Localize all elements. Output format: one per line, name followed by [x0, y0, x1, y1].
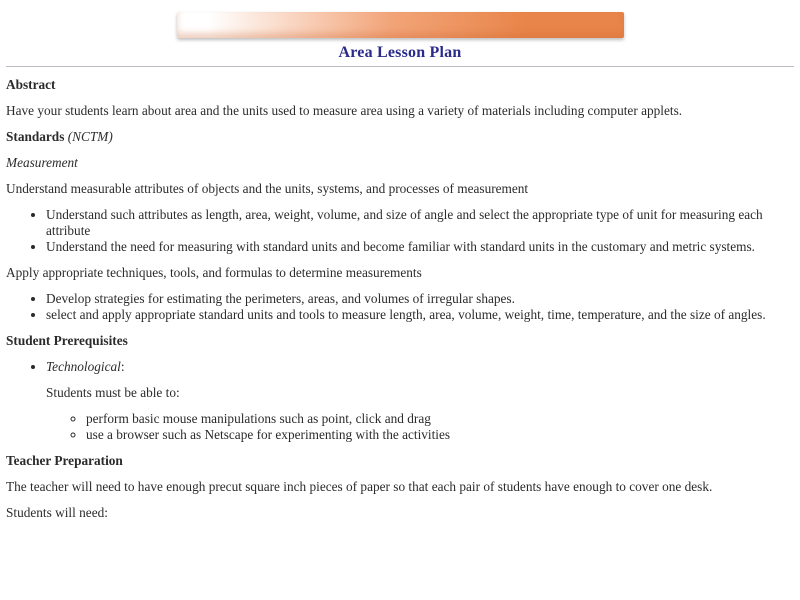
standards-strand: Measurement [6, 155, 78, 170]
lesson-plan-page [6, 12, 794, 521]
standards-goal-1: Understand measurable attributes of objects and the units, systems, and processes of measurement [6, 181, 529, 196]
prerequisites-list [6, 359, 794, 443]
standards-goal-2-list [6, 291, 794, 323]
list-item: • Develop strategies for estimating the perimeters, areas, and volumes of irregular shapes. [46, 291, 794, 307]
list-item: • Understand the need for measuring with standard units and become familiar with standard units in the customary and metric systems. [46, 239, 794, 255]
standards-heading [6, 129, 794, 145]
student-prerequisites-heading: Student Prerequisites [6, 333, 128, 348]
prerequisite-category-label: Technological [46, 359, 121, 374]
page-title: Area Lesson Plan [338, 44, 462, 61]
title-divider [6, 66, 794, 67]
teacher-preparation-heading: Teacher Preparation [6, 453, 123, 468]
list-item [46, 359, 794, 443]
standards-goal-1-list [6, 207, 794, 255]
abstract-heading: Abstract [6, 77, 56, 92]
list-item: • select and apply appropriate standard units and tools to measure length, area, volume, weight, time, temperature, and the size of angles. [46, 307, 794, 323]
teacher-preparation-body: The teacher will need to have enough precut square inch pieces of paper so that each pair of students have enough to cover one desk. [6, 479, 713, 494]
list-item: ◦ use a browser such as Netscape for experimenting with the activities [86, 427, 794, 443]
students-will-need-label: Students will need: [6, 505, 108, 520]
standards-source-label: (NCTM) [67, 129, 113, 144]
standards-goal-2: Apply appropriate techniques, tools, and formulas to determine measurements [6, 265, 422, 280]
list-item: ◦ perform basic mouse manipulations such as point, click and drag [86, 411, 794, 427]
standards-heading-label: Standards [6, 129, 65, 144]
list-item: • Understand such attributes as length, area, weight, volume, and size of angle and select the appropriate type of unit for measuring each attribute [46, 207, 794, 239]
gradient-banner [177, 12, 624, 38]
abstract-body: Have your students learn about area and the units used to measure area using a variety of materials including computer applets. [6, 103, 683, 118]
prerequisite-category-colon: : [120, 359, 125, 374]
prerequisite-skills-list [46, 411, 794, 443]
prerequisite-intro: Students must be able to: [46, 385, 180, 400]
